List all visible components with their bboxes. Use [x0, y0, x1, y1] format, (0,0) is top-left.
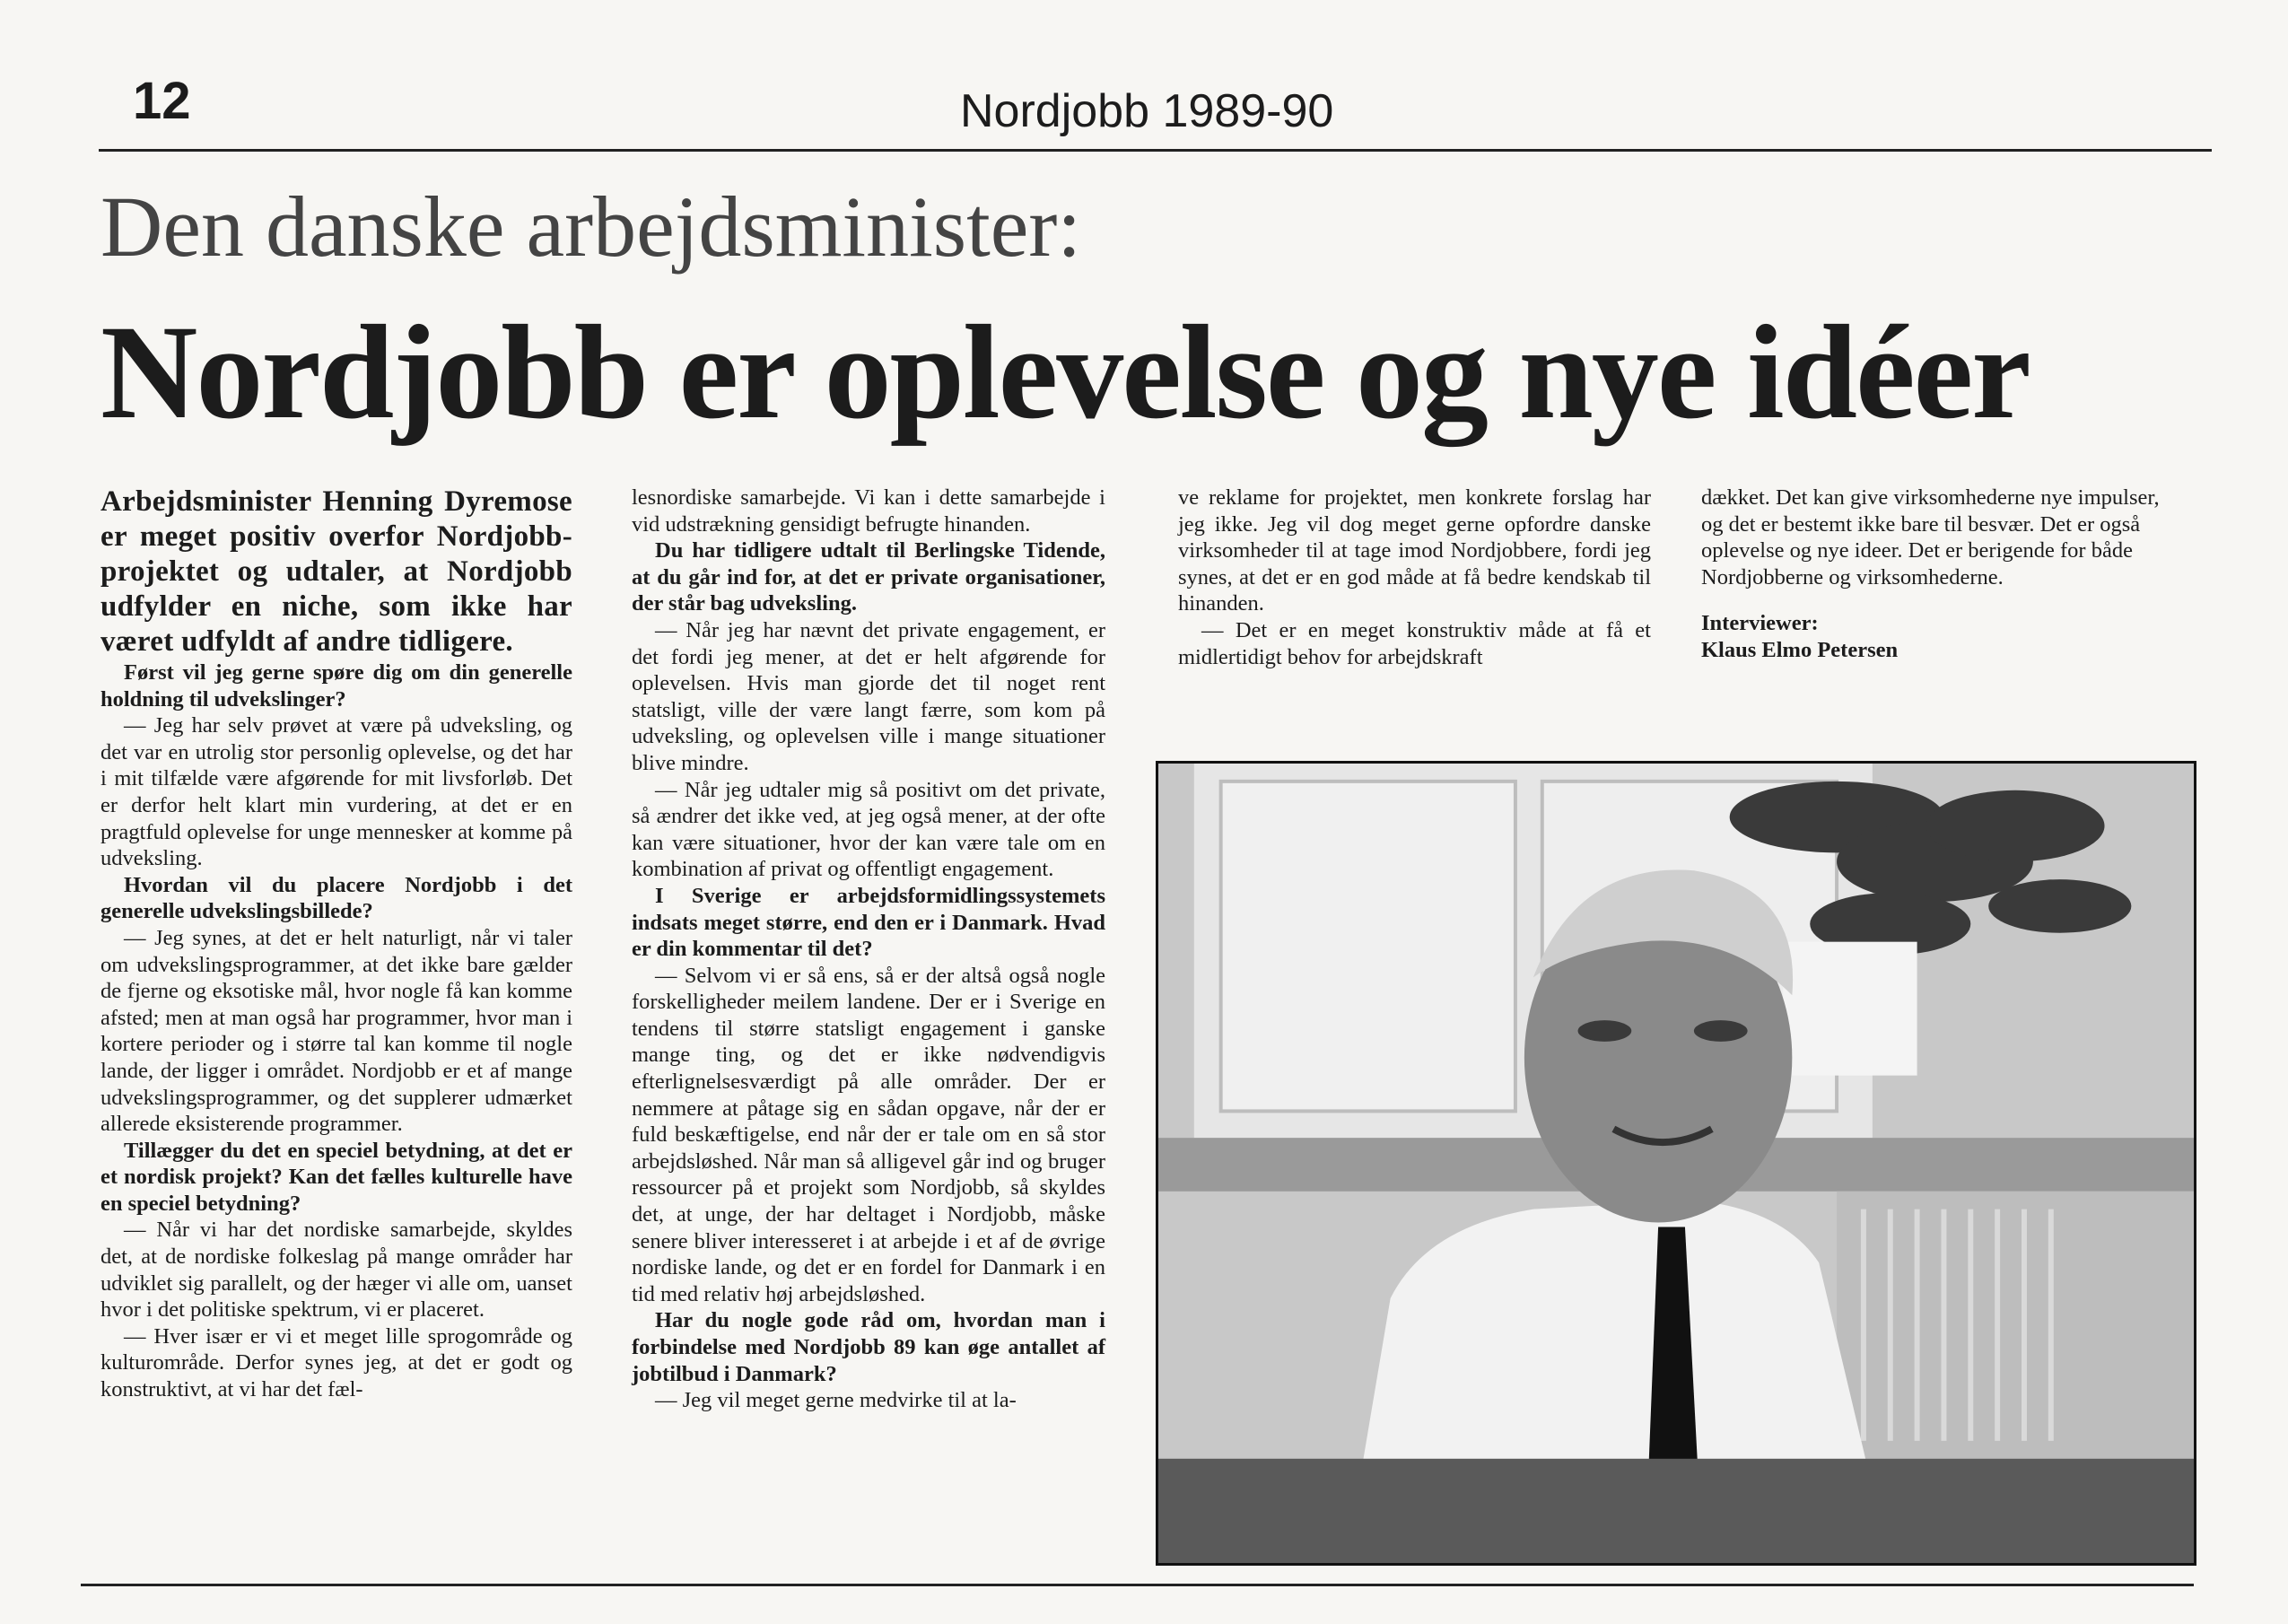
interview-answer: — Selvom vi er så ens, så er der altså også nogle forskelligheder meilem landene. Der er i Sverige en tendens til større statsligt engagement i ganske mange ting, og det er ikke nødvendigvis efterlignelsesværdigt på alle områder. Der er nemmere at påtage sig en sådan opgave, når der er fuld beskæftigelse, end når der er tale om en så stor arbejdsløshed. Når man så alligevel går ind og bruger ressourcer på et projekt som Nordjobb, så skyldes det, at unge, der har deltaget i Nordjobb, måske senere bliver interesseret i at arbejde i et af de øvrige nordiske lande, og det er en fordel for Danmark i en tid med relativ høj arbejdsløshed.: [632, 963, 1105, 1306]
interview-answer: ve reklame for projektet, men konkrete forslag har jeg ikke. Jeg vil dog meget gerne opfordre danske virksomheder til at tage imod Nordjobbere, fordi jeg synes, at det er en god måde at få bedre kendskab til hinanden.: [1178, 485, 1651, 616]
top-rule: [99, 149, 2212, 152]
running-head: Nordjobb 1989-90: [960, 85, 1334, 137]
interview-answer: — Når jeg udtaler mig så positivt om det private, så ændrer det ikke ved, at jeg også mener, at der ofte kan være situationer, hvor der kan være tale om en kombination af privat og offentligt engagement.: [632, 777, 1105, 882]
interview-question: Hvordan vil du placere Nordjobb i det generelle udvekslingsbillede?: [100, 872, 572, 924]
column-1: [100, 485, 572, 1403]
column-3: [1178, 485, 1651, 670]
interview-question: Tillægger du det en speciel betydning, at det er et nordisk projekt? Kan det fælles kulturelle have en speciel betydning?: [100, 1138, 572, 1216]
column-4-body: [1701, 485, 2177, 590]
photo-illustration: [1158, 764, 2194, 1563]
interview-answer: — Jeg vil meget gerne medvirke til at la-: [655, 1388, 1017, 1413]
interview-question: Du har tidligere udtalt til Berlingske Tidende, at du går ind for, at det er private organisationer, der står bag udveksling.: [632, 538, 1105, 616]
interview-question: Først vil jeg gerne spøre dig om din generelle holdning til udvekslinger?: [100, 660, 572, 712]
column-2-body: [632, 485, 1105, 1414]
byline: [1701, 610, 2177, 663]
article-lead: Arbejdsminister Henning Dyremose er meget positiv overfor Nordjobb-projektet og udtaler, at Nordjobb udfylder en niche, som ikke har været udfyldt af andre tidligere.: [100, 485, 572, 658]
interview-answer: — Det er en meget konstruktiv måde at få et midlertidigt behov for arbejdskraft: [1178, 617, 1651, 669]
column-3-body: [1178, 485, 1651, 670]
interview-answer: — Når jeg har nævnt det private engagement, er det fordi jeg mener, at det er helt afgørende for oplevelsen. Hvis man gjorde det til noget rent statsligt, ville der være langt færre, som kom på udveksling, og oplevelsen ville i mange situationer blive mindre.: [632, 617, 1105, 775]
interview-answer: lesnordiske samarbejde. Vi kan i dette samarbejde i vid udstrækning gensidigt befrugte hinanden.: [632, 485, 1105, 537]
interview-question: I Sverige er arbejdsformidlingssystemets indsats meget større, end den er i Danmark. Hvad er din kommentar til det?: [632, 883, 1105, 962]
interview-answer: — Når vi har det nordiske samarbejde, skyldes det, at de nordiske folkeslag på mange områder har udviklet sig parallelt, og der hæger vi alle om, uanset hvor i det politiske spektrum, vi er placeret.: [100, 1218, 572, 1323]
interview-answer: — Jeg har selv prøvet at være på udveksling, og det var en utrolig stor personlig oplevelse, og det har i mit tilfælde være afgørende for mit livsforløb. Det er derfor helt klart min vurdering, at det er en pragtfuld oplevelse for unge mennesker at komme på udveksling.: [100, 713, 572, 871]
article-headline: Nordjobb er oplevelse og nye idéer: [100, 298, 2030, 447]
page-number: 12: [133, 72, 191, 130]
column-4: [1701, 485, 2177, 664]
minister-photo: [1156, 761, 2196, 1566]
interview-answer: — Jeg synes, at det er helt naturligt, når vi taler om udvekslingsprogrammer, at det ikke bare gælder de fjerne og eksotiske mål, hvor nogle få kan komme afsted; men at man også har programmer, hvor man i kortere perioder og i større tal kan komme til nogle lande, der ligger i området. Nordjobb er et af mange udvekslingsprogrammer, og det supplerer udmærket allerede eksisterende programmer.: [100, 925, 572, 1137]
article-kicker: Den danske arbejdsminister:: [100, 179, 1082, 275]
column-2: [632, 485, 1105, 1414]
interview-question: Har du nogle gode råd om, hvordan man i forbindelse med Nordjobb 89 kan øge antallet af jobtilbud i Danmark?: [632, 1308, 1105, 1386]
byline-label: Interviewer:: [1701, 611, 1819, 636]
byline-name: Klaus Elmo Petersen: [1701, 637, 1899, 662]
interview-answer: dækket. Det kan give virksomhederne nye impulser, og det er bestemt ikke bare til besvær. Det er også oplevelse og nye ideer. Det er berigende for både Nordjobberne og virksomhederne.: [1701, 485, 2160, 589]
interview-answer: — Hver især er vi et meget lille sprogområde og kulturområde. Derfor synes jeg, at det er godt og konstruktivt, at vi har det fæl-: [100, 1323, 572, 1402]
bottom-rule: [81, 1584, 2194, 1586]
column-1-body: [100, 659, 572, 1403]
